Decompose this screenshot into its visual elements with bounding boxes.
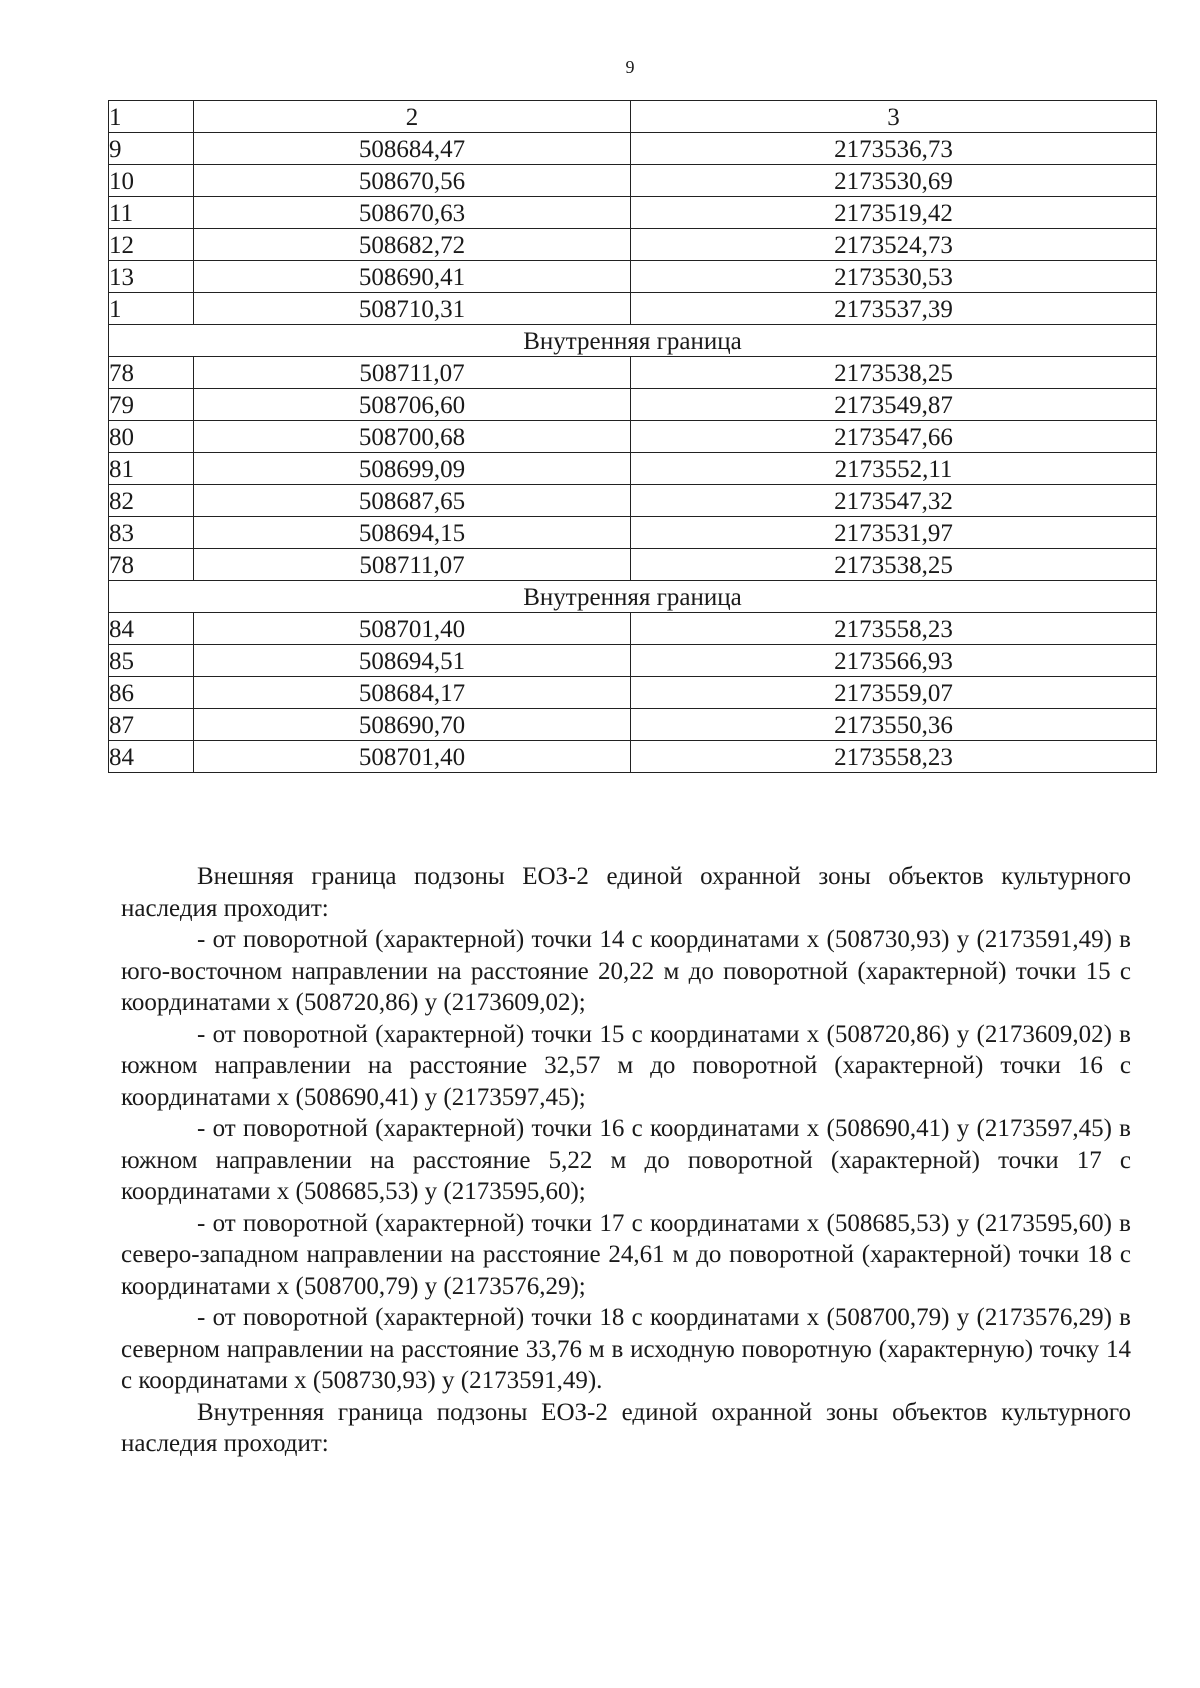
table-row	[109, 421, 1157, 453]
point-number-cell: 79	[109, 389, 194, 421]
x-coordinate-cell: 508706,60	[194, 389, 631, 421]
point-number-cell: 10	[109, 165, 194, 197]
y-coordinate-cell: 2173549,87	[631, 389, 1157, 421]
paragraph: - от поворотной (характерной) точки 16 с координатами x (508690,41) y (2173597,45) в южном направлении на расстояние 5,22 м до поворотной (характерной) точки 17 с координатами x (508685,53) y (2173595,60);	[121, 1115, 1131, 1205]
point-number-cell: 83	[109, 517, 194, 549]
point-number-cell: 84	[109, 741, 194, 773]
y-coordinate-cell: 2173536,73	[631, 133, 1157, 165]
x-coordinate-cell: 508701,40	[194, 741, 631, 773]
x-coordinate-cell: 508701,40	[194, 613, 631, 645]
y-coordinate-cell: 2173552,11	[631, 453, 1157, 485]
section-label: Внутренняя граница	[109, 581, 1157, 613]
table-row	[109, 613, 1157, 645]
y-coordinate-cell: 2173547,32	[631, 485, 1157, 517]
paragraph: - от поворотной (характерной) точки 17 с координатами x (508685,53) y (2173595,60) в северо-западном направлении на расстояние 24,61 м до поворотной (характерной) точки 18 с координатами x (508700,79) y (2173576,29);	[121, 1209, 1131, 1300]
x-coordinate-cell: 508699,09	[194, 453, 631, 485]
y-coordinate-cell: 2173558,23	[631, 741, 1157, 773]
paragraph: - от поворотной (характерной) точки 14 с координатами x (508730,93) y (2173591,49) в юго-восточном направлении на расстояние 20,22 м до поворотной (характерной) точки 15 с координатами x (508720,86) y (2173609,02);	[121, 926, 1131, 1016]
boundary-description	[121, 861, 1131, 1460]
point-number-cell: 9	[109, 133, 194, 165]
table-row	[109, 229, 1157, 261]
point-number-cell: 87	[109, 709, 194, 741]
x-coordinate-cell: 508682,72	[194, 229, 631, 261]
x-coordinate-cell: 508684,47	[194, 133, 631, 165]
y-coordinate-cell: 2173538,25	[631, 357, 1157, 389]
x-coordinate-cell: 508694,51	[194, 645, 631, 677]
header-cell-x: 2	[194, 101, 631, 133]
x-coordinate-cell: 508694,15	[194, 517, 631, 549]
table-row	[109, 197, 1157, 229]
point-number-cell: 11	[109, 197, 194, 229]
paragraph: - от поворотной (характерной) точки 18 с координатами x (508700,79) y (2173576,29) в северном направлении на расстояние 33,76 м в исходную поворотную (характерную) точку 14 с координатами x (508730,93) y (2173591,49).	[121, 1304, 1131, 1394]
table-header-row	[109, 101, 1157, 133]
paragraph: Внутренняя граница подзоны ЕОЗ-2 единой охранной зоны объектов культурного наследия проходит:	[121, 1398, 1131, 1457]
x-coordinate-cell: 508690,41	[194, 261, 631, 293]
point-number-cell: 86	[109, 677, 194, 709]
point-number-cell: 12	[109, 229, 194, 261]
table-row	[109, 165, 1157, 197]
point-number-cell: 81	[109, 453, 194, 485]
table-row	[109, 261, 1157, 293]
table-section-row	[109, 581, 1157, 613]
x-coordinate-cell: 508687,65	[194, 485, 631, 517]
table-row	[109, 293, 1157, 325]
table-row	[109, 741, 1157, 773]
x-coordinate-cell: 508684,17	[194, 677, 631, 709]
table-row	[109, 357, 1157, 389]
section-label: Внутренняя граница	[109, 325, 1157, 357]
point-number-cell: 13	[109, 261, 194, 293]
x-coordinate-cell: 508711,07	[194, 549, 631, 581]
x-coordinate-cell: 508670,63	[194, 197, 631, 229]
table-row	[109, 645, 1157, 677]
table-row	[109, 389, 1157, 421]
y-coordinate-cell: 2173531,97	[631, 517, 1157, 549]
table-row	[109, 517, 1157, 549]
y-coordinate-cell: 2173538,25	[631, 549, 1157, 581]
y-coordinate-cell: 2173566,93	[631, 645, 1157, 677]
point-number-cell: 85	[109, 645, 194, 677]
y-coordinate-cell: 2173524,73	[631, 229, 1157, 261]
x-coordinate-cell: 508700,68	[194, 421, 631, 453]
point-number-cell: 80	[109, 421, 194, 453]
paragraph: - от поворотной (характерной) точки 15 с координатами x (508720,86) y (2173609,02) в южном направлении на расстояние 32,57 м до поворотной (характерной) точки 16 с координатами x (508690,41) y (2173597,45);	[121, 1020, 1131, 1111]
table-row	[109, 133, 1157, 165]
point-number-cell: 82	[109, 485, 194, 517]
y-coordinate-cell: 2173530,69	[631, 165, 1157, 197]
y-coordinate-cell: 2173559,07	[631, 677, 1157, 709]
point-number-cell: 78	[109, 549, 194, 581]
x-coordinate-cell: 508711,07	[194, 357, 631, 389]
y-coordinate-cell: 2173537,39	[631, 293, 1157, 325]
x-coordinate-cell: 508710,31	[194, 293, 631, 325]
table-row	[109, 453, 1157, 485]
y-coordinate-cell: 2173547,66	[631, 421, 1157, 453]
table-row	[109, 709, 1157, 741]
point-number-cell: 78	[109, 357, 194, 389]
table-row	[109, 549, 1157, 581]
x-coordinate-cell: 508670,56	[194, 165, 631, 197]
page-number: 9	[625, 57, 635, 77]
paragraph: Внешняя граница подзоны ЕОЗ-2 единой охранной зоны объектов культурного наследия проходит:	[121, 863, 1131, 922]
y-coordinate-cell: 2173519,42	[631, 197, 1157, 229]
point-number-cell: 84	[109, 613, 194, 645]
x-coordinate-cell: 508690,70	[194, 709, 631, 741]
y-coordinate-cell: 2173558,23	[631, 613, 1157, 645]
table-section-row	[109, 325, 1157, 357]
header-cell-y: 3	[631, 101, 1157, 133]
y-coordinate-cell: 2173530,53	[631, 261, 1157, 293]
y-coordinate-cell: 2173550,36	[631, 709, 1157, 741]
table-row	[109, 485, 1157, 517]
table-row	[109, 677, 1157, 709]
point-number-cell: 1	[109, 293, 194, 325]
header-cell-point: 1	[109, 101, 194, 133]
coordinates-table	[108, 100, 1157, 773]
